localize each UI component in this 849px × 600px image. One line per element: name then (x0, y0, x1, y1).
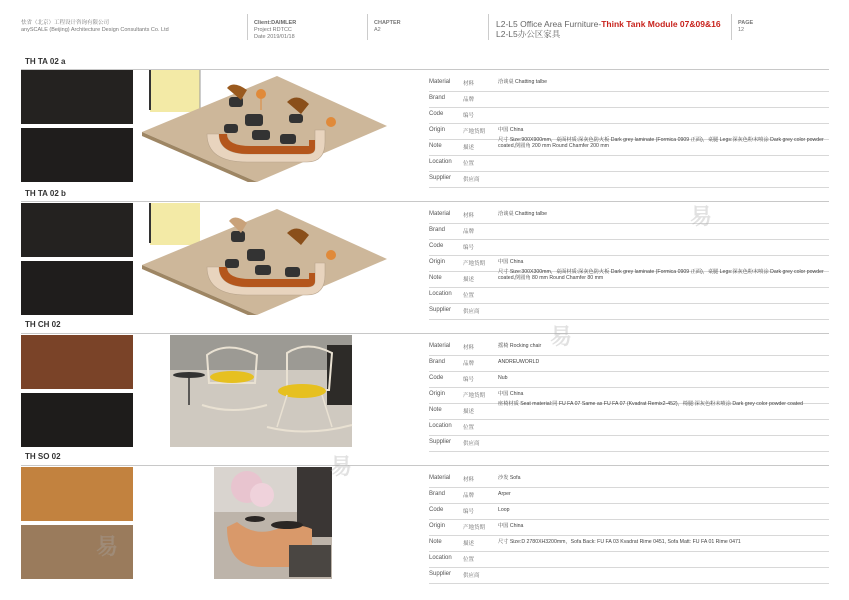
field-value: ANDREUWORLD (498, 359, 540, 365)
section-label: TH CH 02 (25, 320, 61, 329)
row-note (429, 266, 829, 288)
field-label-en: Location (429, 555, 452, 561)
field-label-en: Location (429, 159, 452, 165)
field-label-cn: 供应商 (463, 177, 480, 183)
field-label-cn: 编号 (463, 245, 475, 251)
field-value: 中国 China (498, 523, 524, 529)
field-label-en: Material (429, 211, 451, 217)
material-swatch (21, 467, 133, 521)
field-label-en: Material (429, 343, 451, 349)
section-divider (21, 333, 829, 334)
row-location (429, 156, 829, 172)
row-note (429, 398, 829, 420)
row-brand (429, 488, 829, 504)
material-swatch (21, 525, 133, 579)
field-label-cn: 位置 (463, 161, 475, 167)
project-label: Project RDTCC (254, 27, 292, 33)
field-value: 洽谈桌 Chatting talbe (498, 211, 548, 217)
watermark: 易 (330, 454, 353, 479)
row-code (429, 108, 829, 124)
field-label-en: Note (429, 275, 442, 281)
material-swatch (21, 261, 133, 315)
section-divider (21, 201, 829, 202)
field-label-en: Note (429, 407, 442, 413)
field-value: 沙发 Sofa (498, 475, 521, 481)
field-value: 尺寸 Size:300X300mm，桌面材质:深灰色防火板 Dark grey laminate (Formica 0909 正面)，桌腿 Legs:深灰色粉末喷涂 Dark grey color powder coated,倒圆角 80 mm Round Chamfer 80 mm (498, 269, 824, 282)
field-label-en: Code (429, 243, 444, 249)
field-value: 尺寸 Size:900X900mm，桌面材质:深灰色防火板 Dark grey laminate (Formica 0909 正面)，桌腿 Legs:深灰色粉末喷涂 Dark grey color powder coated,倒圆角 200 mm Round Chamfer 200 mm (498, 137, 824, 150)
row-location (429, 420, 829, 436)
product-photo (137, 467, 424, 579)
field-label-cn: 供应商 (463, 573, 480, 579)
field-label-cn: 供应商 (463, 309, 480, 315)
furniture-render-image (137, 70, 424, 182)
field-label-en: Supplier (429, 439, 452, 445)
field-label-en: Code (429, 375, 444, 381)
material-swatch (21, 335, 133, 389)
row-note (429, 536, 829, 552)
field-value: 洽谈桌 Chatting talbe (498, 79, 548, 85)
field-label-en: Supplier (429, 307, 452, 313)
row-supplier (429, 304, 829, 320)
material-swatch (21, 393, 133, 447)
field-value: Nub (498, 375, 508, 381)
row-code (429, 372, 829, 388)
section-label: TH TA 02 b (25, 189, 66, 198)
field-label-cn: 材料 (463, 345, 475, 351)
row-brand (429, 224, 829, 240)
field-label-cn: 位置 (463, 557, 475, 563)
page-number-value: 12 (738, 27, 745, 33)
row-code (429, 240, 829, 256)
material-swatch (21, 203, 133, 257)
field-label-en: Supplier (429, 571, 452, 577)
field-label-en: Supplier (429, 175, 452, 181)
field-label-en: Code (429, 507, 444, 513)
chapter-value: A2 (374, 27, 381, 33)
row-brand (429, 92, 829, 108)
field-label-en: Note (429, 539, 442, 545)
field-label-cn: 材料 (463, 213, 475, 219)
row-origin (429, 520, 829, 536)
field-label-cn: 编号 (463, 113, 475, 119)
title-highlight: Think Tank Module 07&09&16 (601, 19, 721, 29)
field-label-cn: 产地货期 (463, 129, 486, 135)
field-label-cn: 描述 (463, 277, 475, 283)
field-label-cn: 产地货期 (463, 261, 486, 267)
company-name-en: anySCALE (Beijing) Architecture Design Consultants Co. Ltd (21, 27, 169, 33)
field-label-en: Location (429, 291, 452, 297)
divider (731, 14, 732, 40)
field-label-en: Location (429, 423, 452, 429)
page-number-label: PAGE (738, 20, 754, 26)
field-label-en: Brand (429, 359, 446, 365)
field-label-en: Code (429, 111, 444, 117)
product-photo (137, 335, 424, 447)
field-label-cn: 品牌 (463, 229, 475, 235)
row-code (429, 504, 829, 520)
field-label-en: Brand (429, 227, 446, 233)
date-label: Date 2019/01/18 (254, 34, 295, 40)
field-label-en: Origin (429, 523, 446, 529)
field-label-en: Material (429, 475, 451, 481)
row-supplier (429, 172, 829, 188)
field-label-cn: 品牌 (463, 97, 475, 103)
field-label-cn: 品牌 (463, 493, 475, 499)
field-value: 中国 China (498, 391, 524, 397)
divider (367, 14, 368, 40)
field-label-en: Material (429, 79, 451, 85)
field-value: Loop (498, 507, 510, 513)
field-label-cn: 描述 (463, 409, 475, 415)
row-brand (429, 356, 829, 372)
row-location (429, 288, 829, 304)
field-label-en: Brand (429, 491, 446, 497)
page-title (496, 20, 721, 29)
field-label-en: Origin (429, 127, 446, 133)
row-material (429, 340, 829, 356)
page-title-cn: L2-L5办公区家具 (496, 29, 561, 39)
field-value: 座椅材质 Seat material:同 FU FA 07 Same as FU FA 07 (Kvadrat Remix2-452)，椅腿:深灰色粉末喷涂 Dark grey color powder coated (498, 401, 804, 407)
row-material (429, 472, 829, 488)
watermark: 易 (96, 534, 119, 559)
watermark: 易 (690, 204, 713, 229)
field-label-en: Brand (429, 95, 446, 101)
field-label-cn: 描述 (463, 145, 475, 151)
section-label: TH TA 02 a (25, 57, 66, 66)
row-material (429, 76, 829, 92)
divider (247, 14, 248, 40)
row-supplier (429, 568, 829, 584)
field-label-cn: 位置 (463, 425, 475, 431)
field-value: 中国 China (498, 259, 524, 265)
field-label-en: Note (429, 143, 442, 149)
field-value: 中国 China (498, 127, 524, 133)
material-swatch (21, 128, 133, 182)
section-label: TH SO 02 (25, 452, 61, 461)
row-material (429, 208, 829, 224)
section-divider (21, 465, 829, 466)
field-label-cn: 描述 (463, 541, 475, 547)
company-name-cn: 怯省（北京）工程设计咨询有限公司 (21, 20, 110, 26)
field-label-cn: 编号 (463, 509, 475, 515)
field-label-cn: 编号 (463, 377, 475, 383)
field-value: Arper (498, 491, 511, 497)
field-value: 尺寸 Size:D 2780XH3200mm，Sofa Back: FU FA 03 Kvadrat Rime 0451, Sofa Matt: FU FA 01 Rime 0471 (498, 539, 741, 545)
field-label-cn: 材料 (463, 81, 475, 87)
field-label-cn: 供应商 (463, 441, 480, 447)
chapter-label: CHAPTER (374, 20, 401, 26)
field-label-en: Origin (429, 259, 446, 265)
field-label-cn: 产地货期 (463, 525, 486, 531)
furniture-render-image (137, 203, 424, 315)
field-label-cn: 位置 (463, 293, 475, 299)
field-label-cn: 品牌 (463, 361, 475, 367)
row-location (429, 552, 829, 568)
field-label-en: Origin (429, 391, 446, 397)
field-label-cn: 产地货期 (463, 393, 486, 399)
field-label-cn: 材料 (463, 477, 475, 483)
watermark: 易 (550, 324, 573, 349)
row-note (429, 134, 829, 156)
row-supplier (429, 436, 829, 452)
field-value: 摇椅 Rocking chair (498, 343, 542, 349)
divider (488, 14, 489, 40)
client-label: Client:DAIMLER (254, 20, 297, 26)
title-prefix: L2-L5 Office Area Furniture- (496, 19, 602, 29)
page-header (0, 0, 849, 46)
material-swatch (21, 70, 133, 124)
